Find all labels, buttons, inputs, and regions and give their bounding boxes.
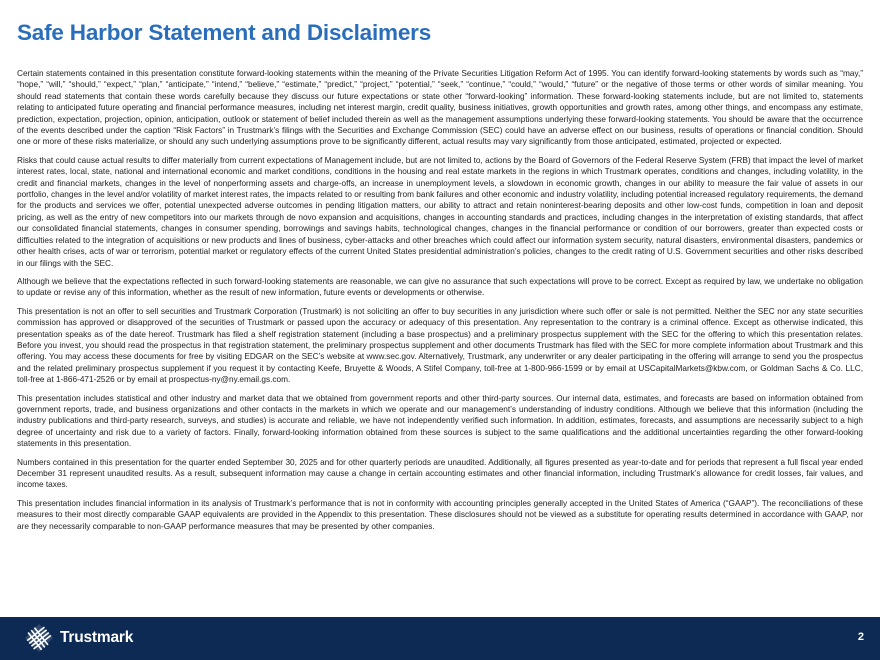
expectations-paragraph: Although we believe that the expectations reflected in such forward-looking statements are reasonable, we can give no assurance that such expectations will prove to be correct. Except as required by law, we undertake no obligation to update or revise any of this information, whether as the result of new information, future events or developments or otherwise. xyxy=(17,276,863,298)
unaudited-numbers-paragraph: Numbers contained in this presentation for the quarter ended September 30, 2025 and for other quarterly periods are unaudited. Additionally, all figures presented as year-to-date and for periods that represent a full fiscal year ended December 31 represent unaudited results. As a result, subsequent information may cause a change in certain accounting estimates and other financial information, including Trustmark’s allowance for credit losses, fair values, and income taxes. xyxy=(17,457,863,490)
page-title: Safe Harbor Statement and Disclaimers xyxy=(17,20,432,45)
forward-looking-paragraph: Certain statements contained in this presentation constitute forward-looking statements within the meaning of the Private Securities Litigation Reform Act of 1995. You can identify forward-looking statements by words such as “may,” “hope,” “will,” “should,” “expect,” “plan,” “anticipate,” “intend,” “believe,” “estimate,” “predict,” “project,” “potential,” “seek,” “continue,” “could,” “would,” “future” or the negative of those terms or other words of similar meaning. You should read statements that contain these words carefully because they discuss our future expectations or state other “forward-looking” information. These forward-looking statements include, but are not limited to, statements relating to anticipated future operating and financial performance measures, including net interest margin, credit quality, business initiatives, growth opportunities and growth rates, among other things, and encompass any estimate, prediction, expectation, projection, opinion, anticipation, outlook or statement of belief included therein as well as the management assumptions underlying these forward-looking statements. You should be aware that the occurrence of the events described under the caption “Risk Factors” in Trustmark’s filings with the Securities and Exchange Commission (SEC) could have an adverse effect on our business, results of operations or financial condition. Should one or more of these risks materialize, or should any such underlying assumptions prove to be significantly different, actual results may vary significantly from those anticipated, estimated, projected or expected. xyxy=(17,69,863,147)
page-number: 2 xyxy=(857,631,864,643)
trustmark-logo xyxy=(24,621,133,655)
offering-paragraph: This presentation is not an offer to sell securities and Trustmark Corporation (Trustmark) is not soliciting an offer to buy securities in any jurisdiction where such offer or sale is not permitted. Neither the SEC nor any state securities commission has approved or disapproved of the securities of Trustmark or passed upon the accuracy or adequacy of this presentation. Any representation to the contrary is a criminal offence. Except as otherwise indicated, this presentation speaks as of the date hereof. Trustmark has filed a shelf registration statement (including a base prospectus) and a preliminary prospectus supplement with the SEC for the offering to which this presentation relates. Before you invest, you should read the prospectus in that registration statement, the preliminary prospectus supplement and other documents Trustmark has filed with the SEC for more complete information about Trustmark and this offering. You may access these documents for free by visiting EDGAR on the SEC’s website at www.sec.gov. Alternatively, Trustmark, any underwriter or any dealer participating in the offering will arrange to send you the prospectus and the related preliminary prospectus supplement if you request it by contacting Keefe, Bruyette & Woods, A Stifel Company, toll-free at 1-800-966-1599 or by email at USCapitalMarkets@kbw.com, or Goldman Sachs & Co. LLC, toll-free at 1-866-471-2526 or by email at prospectus-ny@ny.email.gs.com. xyxy=(17,306,863,385)
logo-wordmark: Trustmark xyxy=(60,629,134,646)
disclaimer-body xyxy=(17,68,863,539)
non-gaap-paragraph: This presentation includes financial information in its analysis of Trustmark’s performance that is not in conformity with accounting principles generally accepted in the United States of America (“GAAP”). The reconciliations of these measures to their most directly comparable GAAP equivalents are provided in the Appendix to this presentation. These disclosures should not be viewed as a substitute for operating results determined in accordance with GAAP, nor are they necessarily comparable to non-GAAP performance measures that may be presented by other companies. xyxy=(17,498,863,531)
industry-data-paragraph: This presentation includes statistical and other industry and market data that we obtained from government reports and other third-party sources. Our internal data, estimates, and forecasts are based on information obtained from government reports, trade, and business organizations and other contacts in the markets in which we operate and our management’s understanding of industry conditions. Although we believe that this information (including the industry publications and third-party research, surveys, and studies) is accurate and reliable, we have not independently verified such information. In addition, estimates, forecasts, and assumptions are necessarily subject to a high degree of uncertainty and risk due to a variety of factors. Finally, forward-looking information obtained from these sources is subject to the same qualifications and the additional uncertainties regarding the other forward-looking statements in this presentation. xyxy=(17,393,863,449)
risk-factors-paragraph: Risks that could cause actual results to differ materially from current expectations of Management include, but are not limited to, actions by the Board of Governors of the Federal Reserve System (FRB) that impact the level of market interest rates, local, state, national and international economic and market conditions, conditions in the housing and real estate markets in the regions in which Trustmark operates, conditions and changes, including volatility, in the credit and financial markets, changes in the level of nonperforming assets and charge-offs, an increase in unemployment levels, a slowdown in economic growth, changes in our ability to measure the fair value of assets in our portfolio, changes in the level and/or volatility of market interest rates, the impacts related to or resulting from bank failures and other economic and industry volatility, including potential increased regulatory requirements, the demand for the products and services we offer, potential unexpected adverse outcomes in pending litigation matters, our ability to attract and retain noninterest-bearing deposits and other low-cost funds, competition in loan and deposit pricing, as well as the entry of new competitors into our markets through de novo expansion and acquisitions, changes in accounting standards and practices, including changes in the interpretation of existing standards, that affect our consolidated financial statements, changes in consumer spending, borrowings and savings habits, technological changes, changes in the financial performance or condition of our borrowers, greater than expected costs or difficulties related to the integration of acquisitions or new products and lines of business, cyber-attacks and other breaches which could affect our information system security, natural disasters, environmental disasters, pandemics or other health crises, acts of war or terrorism, potential market or regulatory effects of the current United States presidential administration’s policies, changes to the credit rating of U.S. Government securities and other risks described in our filings with the SEC. xyxy=(17,155,863,268)
footer-bar xyxy=(0,617,880,660)
trustmark-logo-icon xyxy=(24,623,54,653)
